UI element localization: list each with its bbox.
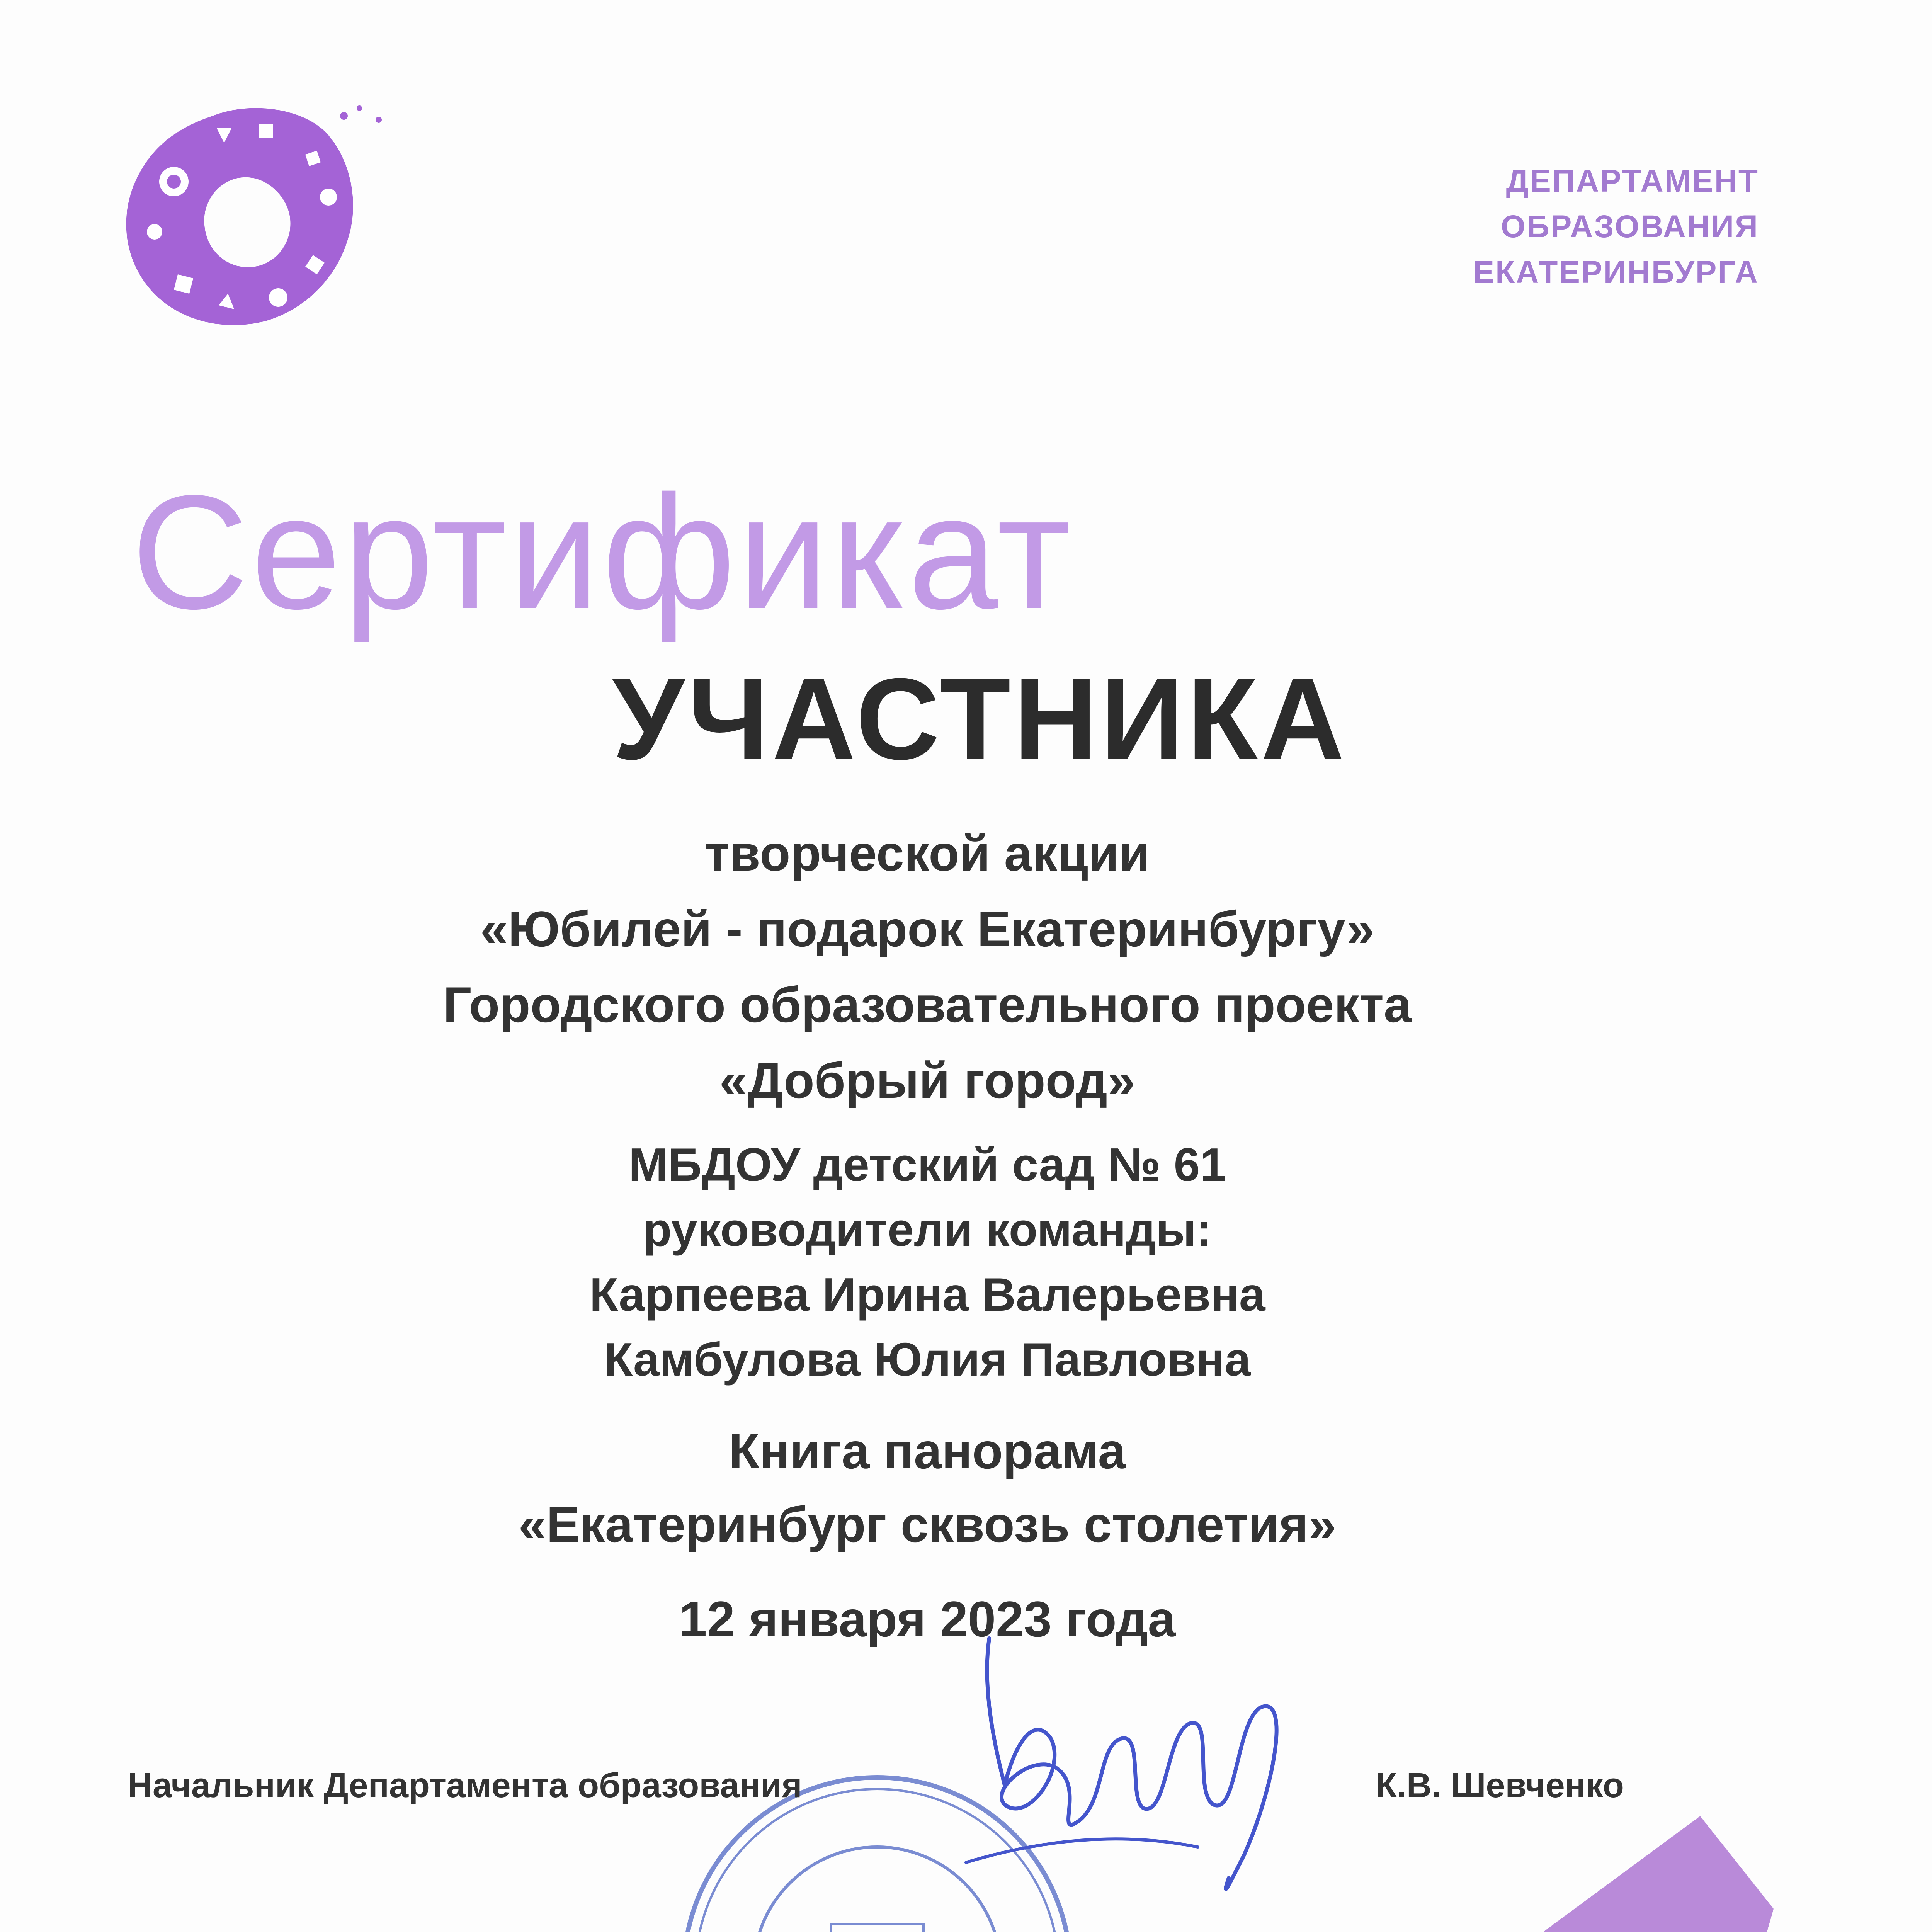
work-title	[0, 1414, 1855, 1561]
department-line: ОБРАЗОВАНИЯ	[1501, 209, 1759, 244]
signatory-role: Начальник Департамента образования	[128, 1766, 802, 1805]
event-line: «Добрый город»	[719, 1052, 1136, 1109]
department-name	[1411, 158, 1759, 295]
department-line: ЕКАТЕРИНБУРГА	[1473, 255, 1759, 290]
project-logo-icon	[112, 93, 398, 348]
handwritten-signature-icon	[889, 1623, 1352, 1932]
work-line: Книга панорама	[729, 1423, 1126, 1479]
team-line: Карпеева Ирина Валерьевна	[589, 1268, 1265, 1321]
date-text: 12 января 2023 года	[679, 1591, 1176, 1647]
event-description	[0, 815, 1855, 1118]
event-line: «Юбилей - подарок Екатеринбургу»	[480, 901, 1375, 957]
team-info	[0, 1132, 1855, 1392]
team-line: Камбулова Юлия Павловна	[604, 1333, 1251, 1386]
team-line: руководители команды:	[643, 1203, 1212, 1256]
signatory-name: К.В. Шевченко	[1376, 1766, 1624, 1805]
certificate-title: Сертификат	[131, 462, 1074, 643]
event-line: Городского образовательного проекта	[443, 976, 1412, 1033]
department-line: ДЕПАРТАМЕНТ	[1506, 163, 1759, 199]
team-line: МБДОУ детский сад № 61	[628, 1138, 1226, 1191]
event-line: творческой акции	[705, 825, 1150, 881]
work-line: «Екатеринбург сквозь столетия»	[518, 1496, 1337, 1553]
purple-fold-shape	[1376, 1816, 1774, 1932]
certificate-subtitle: УЧАСТНИКА	[612, 654, 1348, 784]
